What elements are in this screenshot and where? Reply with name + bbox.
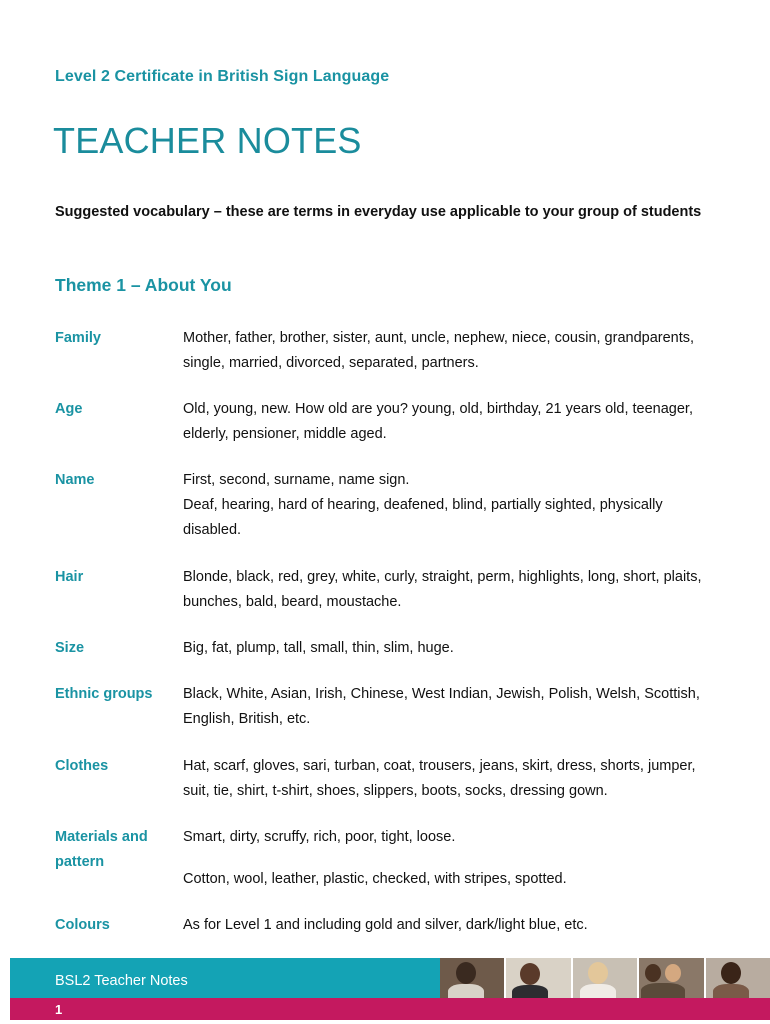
vocab-terms-line: Old, young, new. How old are you? young, old, birthday, 21 years old, teenager, elderly, pensioner, middle aged. bbox=[183, 401, 693, 442]
vocab-label: Size bbox=[55, 640, 85, 656]
vocab-terms-line: Smart, dirty, scruffy, rich, poor, tight, loose. bbox=[183, 829, 456, 845]
vocab-terms bbox=[183, 825, 718, 892]
footer-title: BSL2 Teacher Notes bbox=[55, 973, 188, 989]
vocab-terms bbox=[183, 682, 718, 732]
vocab-label: Age bbox=[55, 401, 83, 417]
page-footer bbox=[0, 958, 770, 1024]
vocab-label: Materials and pattern bbox=[55, 829, 148, 870]
vocab-terms-line: First, second, surname, name sign. bbox=[183, 472, 410, 488]
vocab-label: Family bbox=[55, 330, 101, 346]
vocab-label: Name bbox=[55, 472, 95, 488]
vocab-terms bbox=[183, 565, 718, 615]
vocab-terms bbox=[183, 397, 718, 447]
footer-photo bbox=[440, 958, 504, 998]
vocab-terms-line: Deaf, hearing, hard of hearing, deafened, blind, partially sighted, physically disabled. bbox=[183, 497, 663, 538]
vocab-terms-line: Blonde, black, red, grey, white, curly, straight, perm, highlights, long, short, plaits, bunches, bald, beard, moustache. bbox=[183, 569, 702, 610]
vocab-terms-line: Cotton, wool, leather, plastic, checked, with stripes, spotted. bbox=[183, 871, 567, 887]
vocab-terms bbox=[183, 468, 718, 543]
vocab-label: Clothes bbox=[55, 758, 109, 774]
vocab-terms bbox=[183, 636, 718, 661]
footer-photo bbox=[706, 958, 770, 998]
footer-photo-strip bbox=[440, 958, 770, 998]
vocab-terms-line: Mother, father, brother, sister, aunt, uncle, nephew, niece, cousin, grandparents, single, married, divorced, separated, partners. bbox=[183, 330, 695, 371]
page-title: TEACHER NOTES bbox=[53, 120, 362, 161]
vocab-terms-line: Black, White, Asian, Irish, Chinese, West Indian, Jewish, Polish, Welsh, Scottish, English, British, etc. bbox=[183, 686, 700, 727]
footer-photo bbox=[639, 958, 703, 998]
vocab-terms bbox=[183, 913, 718, 938]
vocab-terms bbox=[183, 326, 718, 376]
page-number: 1 bbox=[55, 1002, 63, 1017]
footer-magenta-band bbox=[10, 998, 770, 1020]
vocab-terms-line: As for Level 1 and including gold and silver, dark/light blue, etc. bbox=[183, 917, 588, 933]
document-subtitle: Level 2 Certificate in British Sign Language bbox=[55, 68, 390, 85]
vocab-label: Hair bbox=[55, 569, 84, 585]
theme-heading: Theme 1 – About You bbox=[55, 275, 232, 295]
vocab-terms bbox=[183, 754, 718, 804]
footer-photo bbox=[573, 958, 637, 998]
footer-photo bbox=[506, 958, 570, 998]
vocab-label: Colours bbox=[55, 917, 110, 933]
vocab-terms-line: Hat, scarf, gloves, sari, turban, coat, trousers, jeans, skirt, dress, shorts, jumper, suit, tie, shirt, t-shirt, shoes, slippers, boots, socks, dressing gown. bbox=[183, 758, 696, 799]
intro-text: Suggested vocabulary – these are terms in everyday use applicable to your group of students bbox=[55, 204, 702, 220]
vocab-terms-line: Big, fat, plump, tall, small, thin, slim, huge. bbox=[183, 640, 454, 656]
vocab-label: Ethnic groups bbox=[55, 686, 153, 702]
